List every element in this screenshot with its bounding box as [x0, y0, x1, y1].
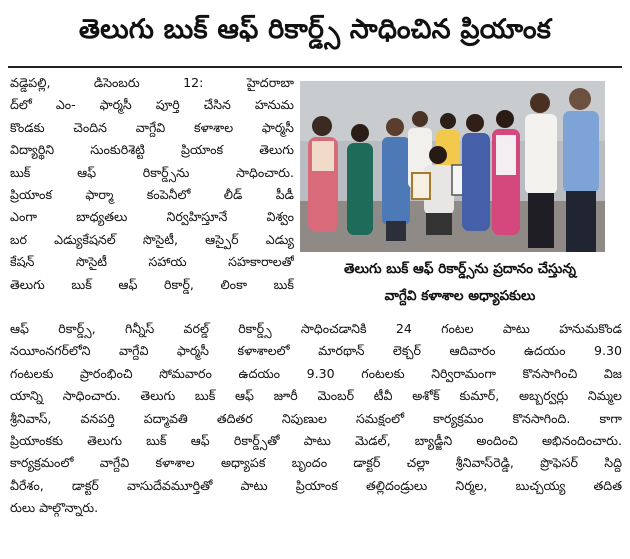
body-line: నయీంనగర్‌లోని వాగ్దేవి ఫార్మసీ కళాశాలలో మారథాన్ లెక్చర్ ఆదివారం ఉదయం 9.30: [10, 343, 622, 359]
headline-rule: [8, 66, 622, 68]
lead-line: ద్‌లో ఎం- ఫార్మసీ పూర్తి చేసిన హనుమ: [10, 97, 294, 113]
body-text: [10, 318, 622, 520]
lead-line: వడ్డెపల్లి, డిసెంబరు 12: హైదరాబా: [10, 75, 294, 90]
body-line: యాన్ని సాధించారు. తెలుగు బుక్ ఆఫ్ జూరీ మెంబర్ టీవీ అశోక్ కుమార్, అబ్బర్వర్లు నిమ్మల: [10, 388, 622, 404]
person-man-blue-shirt-right: [563, 88, 599, 252]
lead-line: కొండకు చెందిన వాగ్దేవి కళాశాల ఫార్మసీ: [10, 119, 294, 135]
lead-line: బుక్ ఆఫ్ రికార్డ్స్‌ను సాధించారు.: [10, 164, 294, 180]
lead-column: [10, 72, 294, 296]
body-line: కార్యక్రమంలో వాగ్దేవి కళాశాల అధ్యాపక బృందం డాక్టర్ చల్లా శ్రీనివాస్‌రెడ్డి, ప్రొఫెసర్ సిద్ది: [10, 455, 622, 471]
body-line: వీరేశం, డాక్టర్ వాసుదేవమూర్తితో పాటు ప్రియాంక తల్లిదండ్రులు నిర్మల, బుచ్చయ్య తదిత: [10, 477, 622, 493]
headline: తెలుగు బుక్ ఆఫ్ రికార్డ్స్ సాధించిన ప్రియాంక: [78, 14, 552, 45]
body-line: ఆఫ్ రికార్డ్స్, గిన్నీస్ వరల్డ్ రికార్డ్స్ సాధించడానికి 24 గంటల పాటు హనుమకొండ: [10, 321, 622, 336]
news-photo: [300, 81, 605, 252]
lead-line: ప్రియాంక ఫార్మా కంపెనీలో లీడ్ పీడీ: [10, 187, 294, 203]
lead-line: బర ఎడ్యుకేషనల్ సొసైటీ, ఆస్పైర్ ఎడ్యు: [10, 231, 294, 247]
lead-line: ఎంగా బాధ్యతలు నిర్వహిస్తూనే విశ్వం: [10, 209, 294, 225]
person-man-white-shirt: [525, 93, 557, 248]
lead-line: కేషన్ సొసైటీ సహాయ సహకారాలతో: [10, 254, 294, 270]
lead-line: తెలుగు బుక్ ఆఫ్ రికార్డ్, లింకా బుక్: [10, 276, 294, 292]
caption-line-2: వాగ్దేవి కళాశాల అధ్యాపకులు: [384, 288, 536, 304]
body-line: ప్రియాంకకు తెలుగు బుక్ ఆఫ్ రికార్డ్స్‌తో పాటు మెడల్, బ్యాడ్జీని అందించి అభినందించారు.: [10, 433, 622, 449]
group-photo-illustration: [300, 81, 605, 252]
body-line: శ్రీనివాస్, వనపర్తి పద్మావతి తదితర నిపుణుల సమక్షంలో కార్యక్రమం కొనసాగింది. కాగా: [10, 410, 622, 426]
photo-caption: [300, 256, 620, 310]
certificate-frame: [412, 173, 430, 199]
caption-line-1: తెలుగు బుక్ ఆఫ్ రికార్డ్స్‌ను ప్రదానం చేస్తున్న: [344, 261, 576, 277]
body-line: రులు పాల్గొన్నారు.: [10, 500, 99, 516]
body-line: గంటలకు ప్రారంభించి సోమవారం ఉదయం 9.30 గంటలకు నిర్విరామంగా కొనసాగించి విజ: [10, 365, 622, 381]
lead-line: విద్యార్థిని సుంకురిశెట్టి ప్రియాంక తెలుగు: [10, 142, 294, 158]
